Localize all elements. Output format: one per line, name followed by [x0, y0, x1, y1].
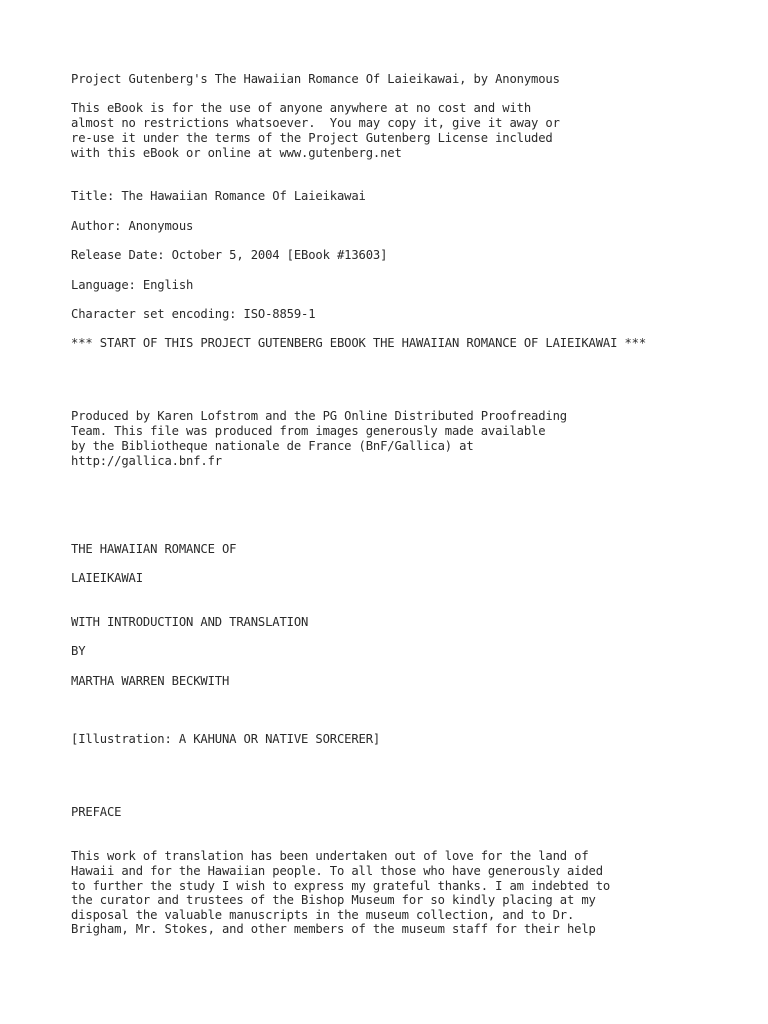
ebook-header-line: Project Gutenberg's The Hawaiian Romance Of Laieikawai, by Anonymous — [71, 72, 560, 86]
title-field: Title: The Hawaiian Romance Of Laieikawai — [71, 189, 366, 203]
license-line: This eBook is for the use of anyone anywhere at no cost and with — [71, 101, 531, 115]
credits-line: Team. This file was produced from images generously made available — [71, 424, 546, 438]
preface-line: Hawaii and for the Hawaiian people. To all those who have generously aided — [71, 864, 603, 878]
preface-heading: PREFACE — [71, 805, 122, 819]
encoding-field: Character set encoding: ISO-8859-1 — [71, 307, 316, 321]
credits-line: Produced by Karen Lofstrom and the PG Online Distributed Proofreading — [71, 409, 567, 423]
preface-line: This work of translation has been undertaken out of love for the land of — [71, 849, 589, 863]
preface-line: to further the study I wish to express my grateful thanks. I am indebted to — [71, 879, 611, 893]
start-marker: *** START OF THIS PROJECT GUTENBERG EBOOK THE HAWAIIAN ROMANCE OF LAIEIKAWAI *** — [71, 336, 646, 350]
release-date-field: Release Date: October 5, 2004 [EBook #13603] — [71, 248, 388, 262]
preface-line: Brigham, Mr. Stokes, and other members of the museum staff for their help — [71, 922, 596, 936]
book-subtitle: WITH INTRODUCTION AND TRANSLATION — [71, 615, 309, 629]
author-field: Author: Anonymous — [71, 219, 194, 233]
license-line: almost no restrictions whatsoever. You may copy it, give it away or — [71, 116, 560, 130]
credits-url: http://gallica.bnf.fr — [71, 454, 222, 468]
license-line: re-use it under the terms of the Project Gutenberg License included — [71, 131, 553, 145]
credits-line: by the Bibliotheque nationale de France (BnF/Gallica) at — [71, 439, 474, 453]
book-title-line: LAIEIKAWAI — [71, 571, 143, 585]
language-field: Language: English — [71, 278, 194, 292]
book-title-line: THE HAWAIIAN ROMANCE OF — [71, 542, 237, 556]
preface-line: disposal the valuable manuscripts in the museum collection, and to Dr. — [71, 908, 575, 922]
license-line: with this eBook or online at www.gutenberg.net — [71, 146, 402, 160]
illustration-caption: [Illustration: A KAHUNA OR NATIVE SORCERER] — [71, 732, 381, 746]
by-line: BY — [71, 644, 86, 658]
book-author: MARTHA WARREN BECKWITH — [71, 674, 230, 688]
preface-line: the curator and trustees of the Bishop Museum for so kindly placing at my — [71, 893, 596, 907]
